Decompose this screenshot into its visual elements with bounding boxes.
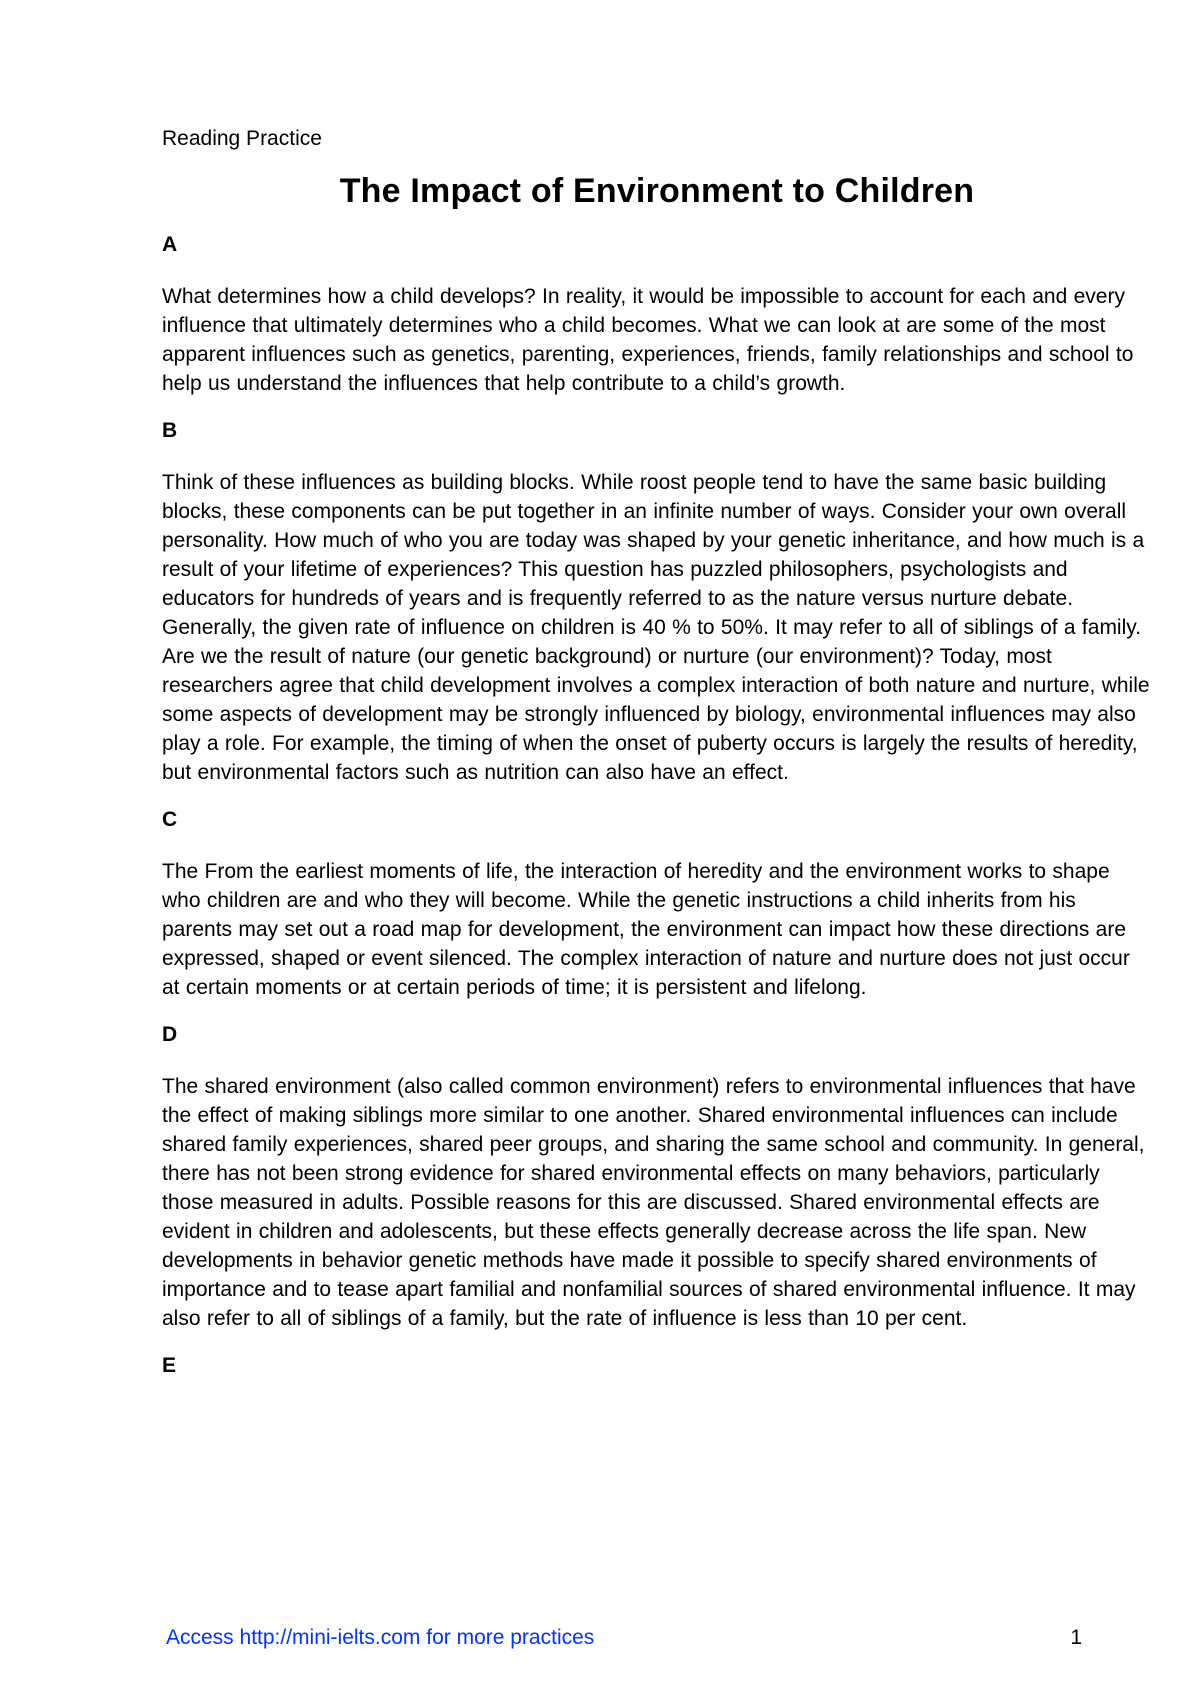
section-letter: D	[162, 1023, 178, 1046]
document-body	[162, 126, 1152, 1379]
section-letter: A	[162, 233, 178, 256]
section-e	[162, 1353, 1152, 1379]
section-paragraph: The From the earliest moments of life, the interaction of heredity and the environment works to shape who children are and who they will become. While the genetic instructions a child inherits from his parents may set out a road map for development, the environment can impact how these directions are expressed, shaped or event silenced. The complex interaction of nature and nurture does not just occur at certain moments or at certain periods of time; it is persistent and lifelong.	[162, 860, 1130, 999]
section-c	[162, 807, 1152, 1002]
section-a	[162, 232, 1152, 398]
section-paragraph: What determines how a child develops? In reality, it would be impossible to account for each and every influence that ultimately determines who a child becomes. What we can look at are some of the most apparent influences such as genetics, parenting, experiences, friends, family relationships and school to help us understand the influences that help contribute to a child’s growth.	[162, 285, 1134, 395]
page-number: 1	[1070, 1626, 1082, 1649]
section-letter: B	[162, 419, 178, 442]
header-label: Reading Practice	[162, 127, 322, 150]
section-d	[162, 1022, 1152, 1333]
page-footer	[162, 1625, 1082, 1651]
footer-link[interactable]: Access http://mini-ielts.com for more practices	[166, 1626, 595, 1649]
page-title: The Impact of Environment to Children	[339, 172, 975, 210]
section-paragraph: Think of these influences as building blocks. While roost people tend to have the same basic building blocks, these components can be put together in an infinite number of ways. Consider your own overall personality. How much of who you are today was shaped by your genetic inheritance, and how much is a result of your lifetime of experiences? This question has puzzled philosophers, psychologists and educators for hundreds of years and is frequently referred to as the nature versus nurture debate. Generally, the given rate of influence on children is 40 % to 50%. It may refer to all of siblings of a family. Are we the result of nature (our genetic background) or nurture (our environment)? Today, most researchers agree that child development involves a complex interaction of both nature and nurture, while some aspects of development may be strongly influenced by biology, environmental influences may also play a role. For example, the timing of when the onset of puberty occurs is largely the results of heredity, but environmental factors such as nutrition can also have an effect.	[162, 471, 1150, 784]
section-b	[162, 418, 1152, 787]
section-letter: E	[162, 1354, 177, 1377]
section-letter: C	[162, 808, 178, 831]
section-paragraph: The shared environment (also called common environment) refers to environmental influences that have the effect of making siblings more similar to one another. Shared environmental influences can include shared family experiences, shared peer groups, and sharing the same school and community. In general, there has not been strong evidence for shared environmental effects on many behaviors, particularly those measured in adults. Possible reasons for this are discussed. Shared environmental effects are evident in children and adolescents, but these effects generally decrease across the life span. New developments in behavior genetic methods have made it possible to specify shared environments of importance and to tease apart familial and nonfamilial sources of shared environmental influence. It may also refer to all of siblings of a family, but the rate of influence is less than 10 per cent.	[162, 1075, 1145, 1330]
